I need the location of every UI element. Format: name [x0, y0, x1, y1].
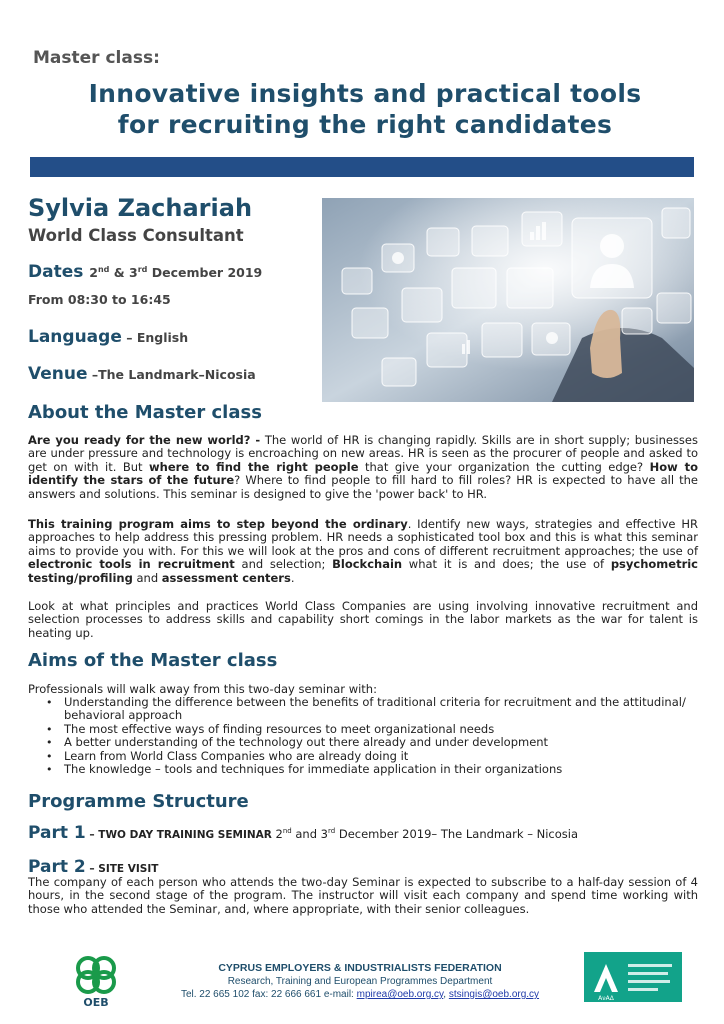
title-line-1: Innovative insights and practical tools [88, 79, 642, 108]
aims-intro: Professionals will walk away from this two-day seminar with: [28, 682, 377, 696]
time-range: From 08:30 to 16:45 [28, 292, 171, 307]
part-1: Part 1 – TWO DAY TRAINING SEMINAR 2nd and 3rd December 2019– The Landmark – Nicosia [28, 823, 578, 843]
dates-label: Dates [28, 262, 84, 282]
pretitle: Master class: [33, 48, 160, 68]
language-label: Language [28, 327, 122, 347]
language-value: – English [121, 330, 189, 345]
about-paragraph-2: This training program aims to step beyond the ordinary. Identify new ways, strategies and effective HR approaches to help address this pressing problem. HR needs a sophisticated tool box and this is what this seminar aims to provide you with. For this we will look at the pros and cons of different recruitment approaches; the use of electronic tools in recruitment and selection; Blockchain what it is and does; the use of psychometric testing/profiling and assessment centers. [28, 517, 699, 585]
hero-image [322, 198, 694, 402]
email-link-1[interactable]: mpirea@oeb.org.cy [356, 989, 444, 1000]
presenter-role: World Class Consultant [28, 226, 244, 245]
dates [28, 262, 262, 282]
list-item: • Learn from World Class Companies who are already doing it [46, 750, 696, 763]
part-2-description: The company of each person who attends the two-day Seminar is expected to subscribe to a half-day session of 4 hours, in the second stage of the program. The instructor will visit each company and spend time working with those who attended the Seminar, and, where appropriate, with their senior colleagues. [28, 875, 698, 916]
part-1-details: 2nd and 3rd December 2019– The Landmark – Nicosia [271, 827, 578, 841]
footer-contact-line: Tel. 22 665 102 fax: 22 666 661 e-mail: mpirea@oeb.org.cy, stsingis@oeb.org.cy [180, 989, 540, 1000]
oeb-logo-icon [66, 950, 126, 1010]
venue-label: Venue [28, 364, 88, 384]
list-item: • The knowledge – tools and techniques for immediate application in their organizations [46, 763, 696, 776]
anad-logo [584, 952, 682, 1002]
footer-contact [150, 962, 570, 1001]
part-1-label: Part 1 [28, 823, 86, 843]
venue [28, 364, 256, 384]
language [28, 327, 188, 347]
footer-org: CYPRUS EMPLOYERS & INDUSTRIALISTS FEDERATION [218, 962, 502, 974]
title-divider-bar [30, 157, 694, 177]
footer-dept: Research, Training and European Programmes Department [227, 976, 493, 987]
hr-tech-illustration [322, 198, 694, 402]
about-heading: About the Master class [28, 402, 262, 423]
list-item: • The most effective ways of finding resources to meet organizational needs [46, 723, 696, 736]
part-2: Part 2 – SITE VISIT [28, 857, 159, 877]
page-title [20, 78, 710, 140]
oeb-logo-text: OEB [83, 996, 109, 1009]
anad-logo-text: ΑνΑΔ [598, 995, 614, 1002]
aims-heading: Aims of the Master class [28, 650, 278, 671]
aims-list [46, 696, 696, 776]
anad-logo-icon [584, 952, 682, 1002]
part-2-label: Part 2 [28, 857, 86, 877]
dates-value: 2nd & 3rd December 2019 [89, 264, 263, 280]
part-2-title: SITE VISIT [98, 863, 159, 875]
oeb-logo [66, 950, 126, 1010]
title-line-2: for recruiting the right candidates [117, 110, 613, 139]
presenter-name: Sylvia Zachariah [28, 194, 253, 222]
venue-value: –The Landmark–Nicosia [87, 367, 256, 382]
part-1-title: TWO DAY TRAINING SEMINAR [98, 829, 272, 841]
list-item: • A better understanding of the technology out there already and under development [46, 736, 696, 749]
about-paragraph-1: Are you ready for the new world? - The world of HR is changing rapidly. Skills are in short supply; businesses are under pressure and technology is encroaching on new areas. HR is seen as the procurer of people and asked to get on with it. But where to find the right people that give your organization the cutting edge? How to identify the stars of the future? Where to find people to fill hard to fill roles? HR is expected to have all the answers and solutions. This seminar is designed to give the 'power back' to HR. [28, 433, 698, 501]
programme-heading: Programme Structure [28, 791, 249, 812]
email-link-2[interactable]: stsingis@oeb.org.cy [448, 989, 540, 1000]
list-item: • Understanding the difference between the benefits of traditional criteria for recruitment and the attitudinal/ behavioral approach [46, 696, 696, 723]
about-paragraph-3: Look at what principles and practices World Class Companies are using involving innovative recruitment and selection processes to address skills and capability short comings in the labor markets as the war for talent is heating up. [28, 599, 698, 640]
